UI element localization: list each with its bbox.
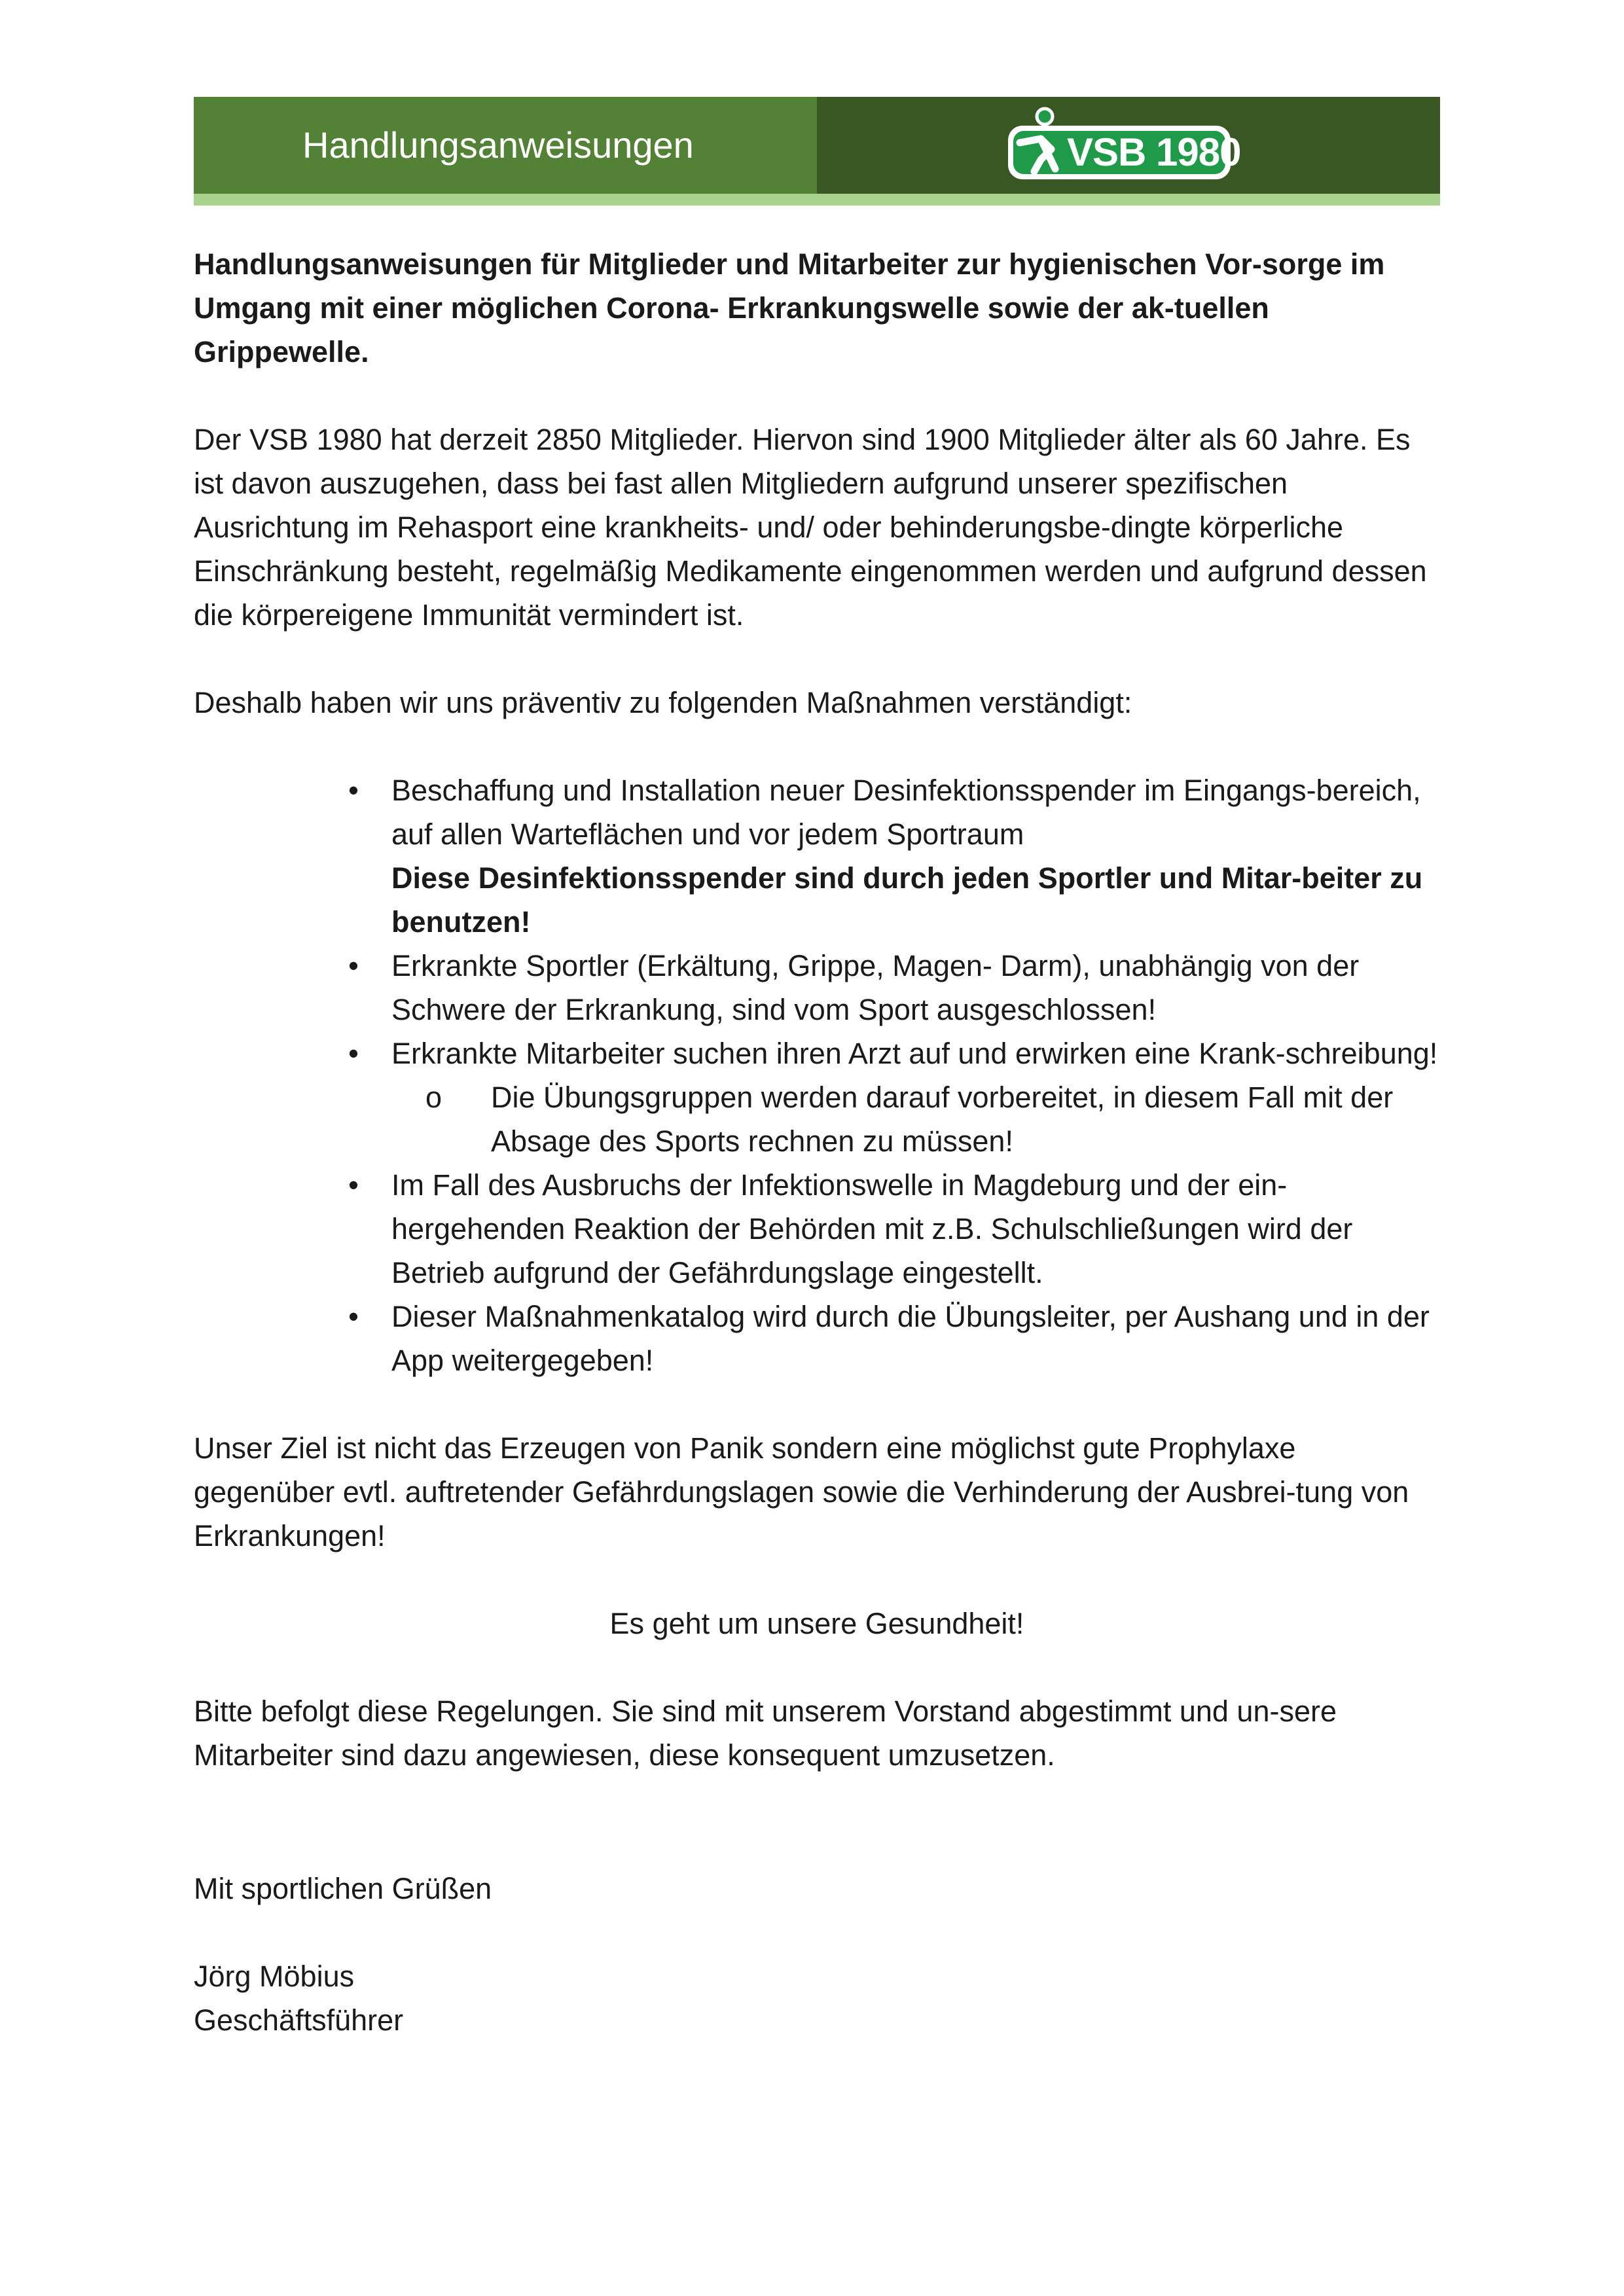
measures-lead: Deshalb haben wir uns präventiv zu folgenden Maßnahmen verständigt:: [194, 686, 1132, 719]
slogan: Es geht um unsere Gesundheit!: [609, 1607, 1024, 1640]
measure-text: Beschaffung und Installation neuer Desinfektionsspender im Eingangs-bereich, auf allen Warteflächen und vor jedem Sportraum: [391, 774, 1421, 851]
list-item: [194, 944, 1440, 1031]
list-item: [194, 768, 1440, 944]
logo-text: VSB 1980: [1067, 130, 1241, 174]
list-item: [194, 1031, 1440, 1163]
banner-accent-stripe: [194, 194, 1440, 206]
measure-text: Dieser Maßnahmenkatalog wird durch die Übungsleiter, per Aushang und in der App weitergegeben!: [391, 1300, 1430, 1377]
sub-list: [391, 1075, 1440, 1163]
bullet-icon: •: [348, 1168, 359, 1202]
bullet-icon: •: [348, 949, 359, 982]
measure-emphasis: Diese Desinfektionsspender sind durch jeden Sportler und Mitar-beiter zu benutzen!: [391, 861, 1423, 939]
signer-name: Jörg Möbius: [194, 1960, 355, 1993]
measures-list: [194, 768, 1440, 1382]
bullet-icon: •: [348, 1300, 359, 1333]
goal-paragraph: Unser Ziel ist nicht das Erzeugen von Panik sondern eine möglichst gute Prophylaxe gegenüber evtl. auftretender Gefährdungslagen sowie die Verhinderung der Ausbrei-tung von Erkrankungen!: [194, 1431, 1409, 1552]
document-body: [194, 242, 1440, 2042]
measure-text: Erkrankte Mitarbeiter suchen ihren Arzt auf und erwirken eine Krank-schreibung!: [391, 1037, 1438, 1070]
measure-text: Im Fall des Ausbruchs der Infektionswelle in Magdeburg und der ein-hergehenden Reaktion der Behörden mit z.B. Schulschließungen wird der Betrieb aufgrund der Gefährdungslage eingestellt.: [391, 1168, 1353, 1289]
measure-text: Erkrankte Sportler (Erkältung, Grippe, Magen- Darm), unabhängig von der Schwere der Erkrankung, sind vom Sport ausgeschlossen!: [391, 949, 1360, 1026]
bullet-icon: •: [348, 774, 359, 807]
request-paragraph: Bitte befolgt diese Regelungen. Sie sind mit unserem Vorstand abgestimmt und un-sere Mitarbeiter sind dazu angewiesen, diese konsequent umzusetzen.: [194, 1695, 1337, 1772]
bullet-icon: •: [348, 1037, 359, 1070]
list-item: [194, 1295, 1440, 1382]
header-banner: [194, 97, 1440, 206]
document-heading: Handlungsanweisungen für Mitglieder und Mitarbeiter zur hygienischen Vor-sorge im Umgang mit einer möglichen Corona- Erkrankungswelle sowie der ak-tuellen Grippewelle.: [194, 247, 1385, 368]
list-item: [194, 1163, 1440, 1295]
runner-icon: [1015, 103, 1067, 179]
signer-role: Geschäftsführer: [194, 2003, 404, 2037]
circle-bullet-icon: o: [425, 1081, 442, 1114]
intro-paragraph: Der VSB 1980 hat derzeit 2850 Mitglieder. Hiervon sind 1900 Mitglieder älter als 60 Jahre. Es ist davon auszugehen, dass bei fast allen Mitgliedern aufgrund unserer spezifischen Ausrichtung im Rehasport eine krankheits- und/ oder behinderungsbe-dingte körperliche Einschränkung besteht, regelmäßig Medikamente eingenommen werden und aufgrund dessen die körpereigene Immunität vermindert ist.: [194, 423, 1427, 632]
closing-greeting: Mit sportlichen Grüßen: [194, 1872, 492, 1905]
sub-measure-text: Die Übungsgruppen werden darauf vorbereitet, in diesem Fall mit der Absage des Sports rechnen zu müssen!: [491, 1081, 1394, 1158]
vsb-logo: [1008, 103, 1241, 183]
sub-list-item: [391, 1075, 1440, 1163]
header-title: Handlungsanweisungen: [302, 124, 694, 166]
